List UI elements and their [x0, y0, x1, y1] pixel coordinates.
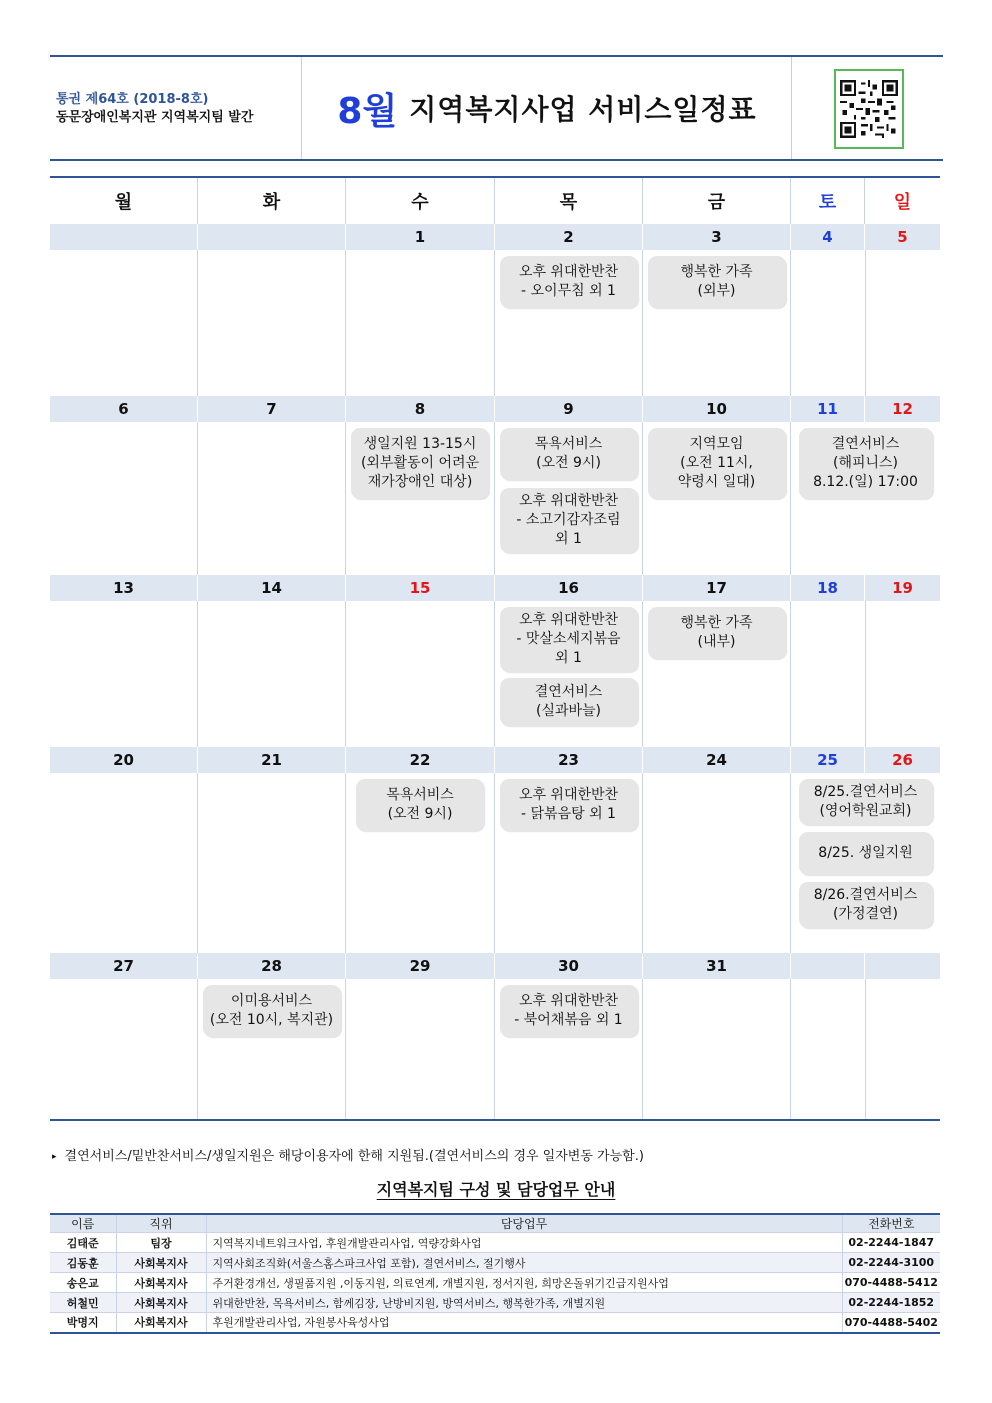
day-cell [346, 979, 495, 1119]
date-cell [198, 224, 346, 250]
staff-duty: 위대한반찬, 목욕서비스, 함께김장, 난방비지원, 방역서비스, 행복한가족, 개별지원 [206, 1293, 842, 1313]
event-line: 결연서비스 [831, 436, 900, 452]
date-cell: 13 [50, 575, 198, 601]
event-row [50, 979, 940, 1119]
day-cell [50, 979, 198, 1119]
calendar-week-3 [50, 575, 940, 747]
event-badge [648, 607, 786, 659]
staff-table-header [50, 1214, 940, 1233]
date-cell: 23 [495, 747, 643, 773]
day-cell [198, 422, 346, 575]
event-line: (외부활동이 어려운 [360, 455, 480, 471]
weekend-cell [791, 601, 940, 747]
weekday-fri: 금 [643, 178, 791, 224]
event-line: 행복한 가족 [680, 615, 753, 631]
staff-name: 김동훈 [50, 1253, 116, 1273]
page-title: 지역복지사업 서비스일정표 [409, 93, 757, 126]
staff-duty: 지역복지네트워크사업, 후원개발관리사업, 역량강화사업 [206, 1233, 842, 1253]
staff-name: 박명지 [50, 1313, 116, 1333]
date-cell: 6 [50, 396, 198, 422]
event-badge [799, 832, 933, 875]
date-cell-sunday: 19 [892, 579, 913, 597]
event-line: (오전 9시) [387, 806, 453, 822]
date-cell: 17 [643, 575, 791, 601]
day-cell [643, 422, 791, 575]
weekday-tue: 화 [198, 178, 346, 224]
day-cell [50, 422, 198, 575]
date-row [50, 224, 940, 250]
weekday-wed: 수 [346, 178, 495, 224]
column-header-position: 직위 [116, 1214, 206, 1233]
event-line: - 북어채볶음 외 1 [514, 1012, 623, 1028]
event-badge [500, 488, 638, 553]
staff-duty: 지역사회조직화(서울스홈스파크사업 포함), 결연서비스, 절기행사 [206, 1253, 842, 1273]
date-cell: 2 [495, 224, 643, 250]
staff-position: 사회복지사 [116, 1313, 206, 1333]
date-cell: 31 [643, 953, 791, 979]
event-badge [500, 607, 638, 672]
event-line: (가정결연) [832, 906, 899, 922]
table-row [50, 1233, 940, 1253]
event-row [50, 250, 940, 396]
event-badge [500, 779, 638, 831]
event-badge [500, 256, 638, 308]
note-text: 결연서비스/밑반찬서비스/생일지원은 해당이용자에 한해 지원됨.(결연서비스의 경우 일자변동 가능함.) [64, 1149, 644, 1164]
day-cell [643, 979, 791, 1119]
issue-number: 통권 제64호 (2018-8호) [56, 92, 209, 107]
event-line: 8/25.결연서비스 [813, 784, 918, 800]
weekend-cell [791, 422, 940, 575]
staff-position: 사회복지사 [116, 1273, 206, 1293]
calendar-week-5 [50, 953, 940, 1119]
date-cell: 20 [50, 747, 198, 773]
date-cell: 10 [643, 396, 791, 422]
event-line: - 소고기감자조림 [516, 512, 621, 528]
event-line: - 맛살소세지볶음 [516, 631, 621, 647]
date-cell-saturday: 18 [791, 575, 865, 601]
staff-section-title: 지역복지팀 구성 및 담당업무 안내 [376, 1180, 616, 1199]
event-line: 재가장애인 대상) [367, 474, 473, 490]
event-line: 외 1 [555, 531, 582, 547]
service-note [52, 1145, 644, 1164]
date-cell: 16 [495, 575, 643, 601]
event-line: 목욕서비스 [534, 436, 603, 452]
event-line: (실과바늘) [535, 703, 602, 719]
weekend-cell [791, 979, 940, 1119]
qr-code-icon[interactable] [834, 69, 904, 149]
event-line: 생일지원 13-15시 [363, 436, 477, 452]
date-cell: 24 [643, 747, 791, 773]
day-cell [346, 422, 495, 575]
event-line: 약령시 일대) [677, 474, 756, 490]
event-badge [500, 428, 638, 480]
date-cell: 7 [198, 396, 346, 422]
day-cell [495, 250, 643, 396]
calendar-week-2 [50, 396, 940, 575]
staff-table [50, 1213, 940, 1334]
date-row [50, 747, 940, 773]
staff-name: 송은교 [50, 1273, 116, 1293]
date-row [50, 396, 940, 422]
staff-phone: 02-2244-3100 [842, 1253, 940, 1273]
event-badge [648, 256, 786, 308]
event-line: 행복한 가족 [680, 264, 753, 280]
staff-duty: 주거환경개선, 생필품지원 ,이동지원, 의료연계, 개별지원, 정서지원, 희망온돌위기긴급지원사업 [206, 1273, 842, 1293]
month-label: 8월 [337, 90, 398, 132]
event-badge [351, 428, 489, 499]
issue-info [50, 57, 302, 159]
date-cell: 22 [346, 747, 495, 773]
event-line: 결연서비스 [534, 684, 603, 700]
date-cell: 3 [643, 224, 791, 250]
date-cell-saturday: 11 [791, 396, 865, 422]
staff-position: 사회복지사 [116, 1253, 206, 1273]
date-cell: 8 [346, 396, 495, 422]
staff-phone: 02-2244-1847 [842, 1233, 940, 1253]
triangle-bullet-icon: ▸ [52, 1152, 57, 1162]
day-cell [643, 250, 791, 396]
day-cell [346, 601, 495, 747]
day-cell [495, 601, 643, 747]
date-cell-saturday: 4 [791, 224, 865, 250]
date-cell: 1 [346, 224, 495, 250]
date-cell: 28 [198, 953, 346, 979]
event-line: 오후 위대한반찬 [518, 264, 619, 280]
staff-position: 팀장 [116, 1233, 206, 1253]
staff-name: 김태준 [50, 1233, 116, 1253]
event-line: 8.12.(일) 17:00 [813, 474, 918, 490]
event-badge [500, 678, 638, 726]
date-row [50, 575, 940, 601]
weekday-sat: 토 [791, 178, 865, 224]
event-line: 오후 위대한반찬 [518, 993, 619, 1009]
day-cell [50, 250, 198, 396]
event-badge [203, 985, 341, 1037]
date-cell: 21 [198, 747, 346, 773]
day-cell [346, 773, 495, 953]
event-line: 이미용서비스 [230, 993, 313, 1009]
event-line: (내부) [697, 634, 736, 650]
event-badge [799, 882, 933, 928]
weekend-cell [791, 250, 940, 396]
date-cell-holiday: 15 [346, 575, 495, 601]
event-line: 오후 위대한반찬 [518, 787, 619, 803]
calendar-week-1 [50, 224, 940, 396]
date-cell-sunday [865, 953, 940, 979]
event-line: (오전 11시, [680, 455, 753, 471]
event-line: (외부) [697, 283, 736, 299]
date-cell: 9 [495, 396, 643, 422]
event-line: (오전 10시, 복지관) [209, 1012, 334, 1028]
newsletter-header [50, 55, 943, 161]
weekday-sun: 일 [893, 192, 912, 213]
event-badge [648, 428, 786, 499]
date-cell: 27 [50, 953, 198, 979]
event-line: - 오이무침 외 1 [521, 283, 616, 299]
staff-phone: 070-4488-5412 [842, 1273, 940, 1293]
date-cell: 30 [495, 953, 643, 979]
date-cell [50, 224, 198, 250]
day-cell [50, 601, 198, 747]
page-title-area [303, 57, 791, 159]
monthly-calendar [50, 176, 940, 1121]
day-cell [198, 250, 346, 396]
qr-area [791, 57, 943, 159]
event-badge [500, 985, 638, 1037]
event-line: 8/25. 생일지원 [818, 845, 913, 861]
day-cell [495, 422, 643, 575]
date-cell-sunday: 5 [897, 228, 908, 246]
staff-name: 허철민 [50, 1293, 116, 1313]
column-header-phone: 전화번호 [842, 1214, 940, 1233]
weekday-thu: 목 [495, 178, 643, 224]
day-cell [643, 601, 791, 747]
column-header-name: 이름 [50, 1214, 116, 1233]
event-line: 외 1 [555, 650, 582, 666]
event-line: 8/26.결연서비스 [813, 887, 918, 903]
table-row [50, 1313, 940, 1333]
event-line: 오후 위대한반찬 [518, 612, 619, 628]
date-cell-saturday: 25 [791, 747, 865, 773]
day-cell [643, 773, 791, 953]
staff-phone: 070-4488-5402 [842, 1313, 940, 1333]
event-line: 오후 위대한반찬 [518, 493, 619, 509]
event-line: 지역모임 [689, 436, 744, 452]
staff-phone: 02-2244-1852 [842, 1293, 940, 1313]
event-badge [356, 779, 484, 831]
day-cell [198, 979, 346, 1119]
date-row [50, 953, 940, 979]
weekday-mon: 월 [50, 178, 198, 224]
event-line: (해피니스) [832, 455, 899, 471]
day-cell [198, 601, 346, 747]
event-row [50, 773, 940, 953]
weekday-header-row [50, 178, 940, 224]
publisher: 동문장애인복지관 지역복지팀 발간 [56, 110, 254, 125]
table-row [50, 1293, 940, 1313]
day-cell [346, 250, 495, 396]
table-row [50, 1253, 940, 1273]
day-cell [50, 773, 198, 953]
event-row [50, 422, 940, 575]
calendar-week-4 [50, 747, 940, 953]
date-cell: 29 [346, 953, 495, 979]
event-row [50, 601, 940, 747]
date-cell: 14 [198, 575, 346, 601]
date-cell-sunday: 12 [892, 400, 913, 418]
staff-duty: 후원개발관리사업, 자원봉사육성사업 [206, 1313, 842, 1333]
day-cell [198, 773, 346, 953]
day-cell [495, 979, 643, 1119]
table-row [50, 1273, 940, 1293]
date-cell-saturday [791, 953, 865, 979]
day-cell [495, 773, 643, 953]
event-line: (오전 9시) [536, 455, 601, 471]
event-line: - 닭볶음탕 외 1 [521, 806, 616, 822]
event-line: (영어학원교회) [819, 803, 912, 819]
staff-position: 사회복지사 [116, 1293, 206, 1313]
weekend-cell [791, 773, 940, 953]
column-header-duty: 담당업무 [206, 1214, 842, 1233]
event-line: 목욕서비스 [386, 787, 454, 803]
event-badge [799, 779, 933, 825]
event-badge [799, 428, 933, 499]
date-cell-sunday: 26 [892, 751, 913, 769]
